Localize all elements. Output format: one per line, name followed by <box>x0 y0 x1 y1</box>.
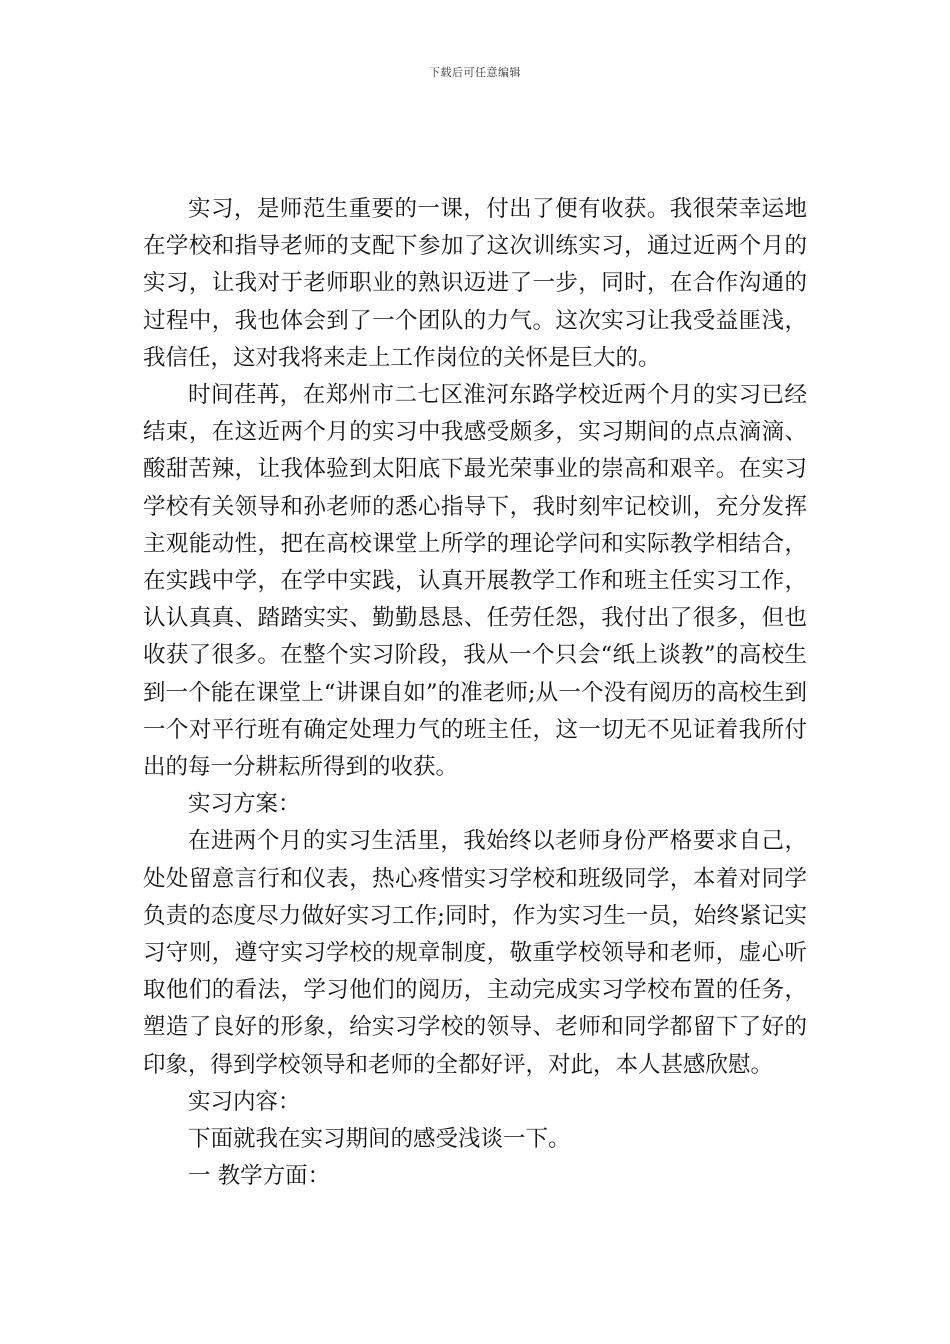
paragraph-content-intro: 下面就我在实习期间的感受浅谈一下。 <box>188 1126 571 1153</box>
section-heading-teaching: 一 教学方面： <box>188 1163 331 1190</box>
header-note: 下载后可任意编辑 <box>429 66 521 79</box>
paragraph-summary: 时间荏苒，在郑州市二七区淮河东路学校近两个月的实习已经结束，在这近两个月的实习中我感受颇多，实习期间的点点滴滴、酸甜苦辣，让我体验到太阳底下最光荣事业的崇高和艰辛。在实习学校有关领导和孙老师的悉心指导下，我时刻牢记校训，充分发挥主观能动性，把在高校课堂上所学的理论学问和实际教学相结合，在实践中学，在学中实践，认真开展教学工作和班主任实习工作，认认真真、踏踏实实、勤勤恳恳、任劳任怨，我付出了很多，但也收获了很多。在整个实习阶段，我从一个只会“纸上谈教”的高校生到一个能在课堂上“讲课自如”的准老师;从一个没有阅历的高校生到一个对平行班有确定处理力气的班主任，这一切无不见证着我所付出的每一分耕耘所得到的收获。 <box>143 382 807 781</box>
section-heading-content: 实习内容： <box>188 1088 301 1115</box>
section-heading-plan: 实习方案： <box>188 791 301 818</box>
paragraph-plan: 在进两个月的实习生活里，我始终以老师身份严格要求自己，处处留意言行和仪表，热心疼惜实习学校和班级同学，本着对同学负责的态度尽力做好实习工作;同时，作为实习生一员，始终紧记实习守则，遵守实习学校的规章制度，敬重学校领导和老师，虚心听取他们的看法，学习他们的阅历，主动完成实习学校布置的任务，塑造了良好的形象，给实习学校的领导、老师和同学都留下了好的印象，得到学校领导和老师的全都好评，对此，本人甚感欣慰。 <box>143 828 807 1078</box>
paragraph-intro: 实习，是师范生重要的一课，付出了便有收获。我很荣幸运地在学校和指导老师的支配下参加了这次训练实习，通过近两个月的实习，让我对于老师职业的熟识迈进了一步，同时，在合作沟通的过程中，我也体会到了一个团队的力气。这次实习让我受益匪浅，我信任，这对我将来走上工作岗位的关怀是巨大的。 <box>143 196 807 371</box>
document-body <box>143 191 807 1195</box>
